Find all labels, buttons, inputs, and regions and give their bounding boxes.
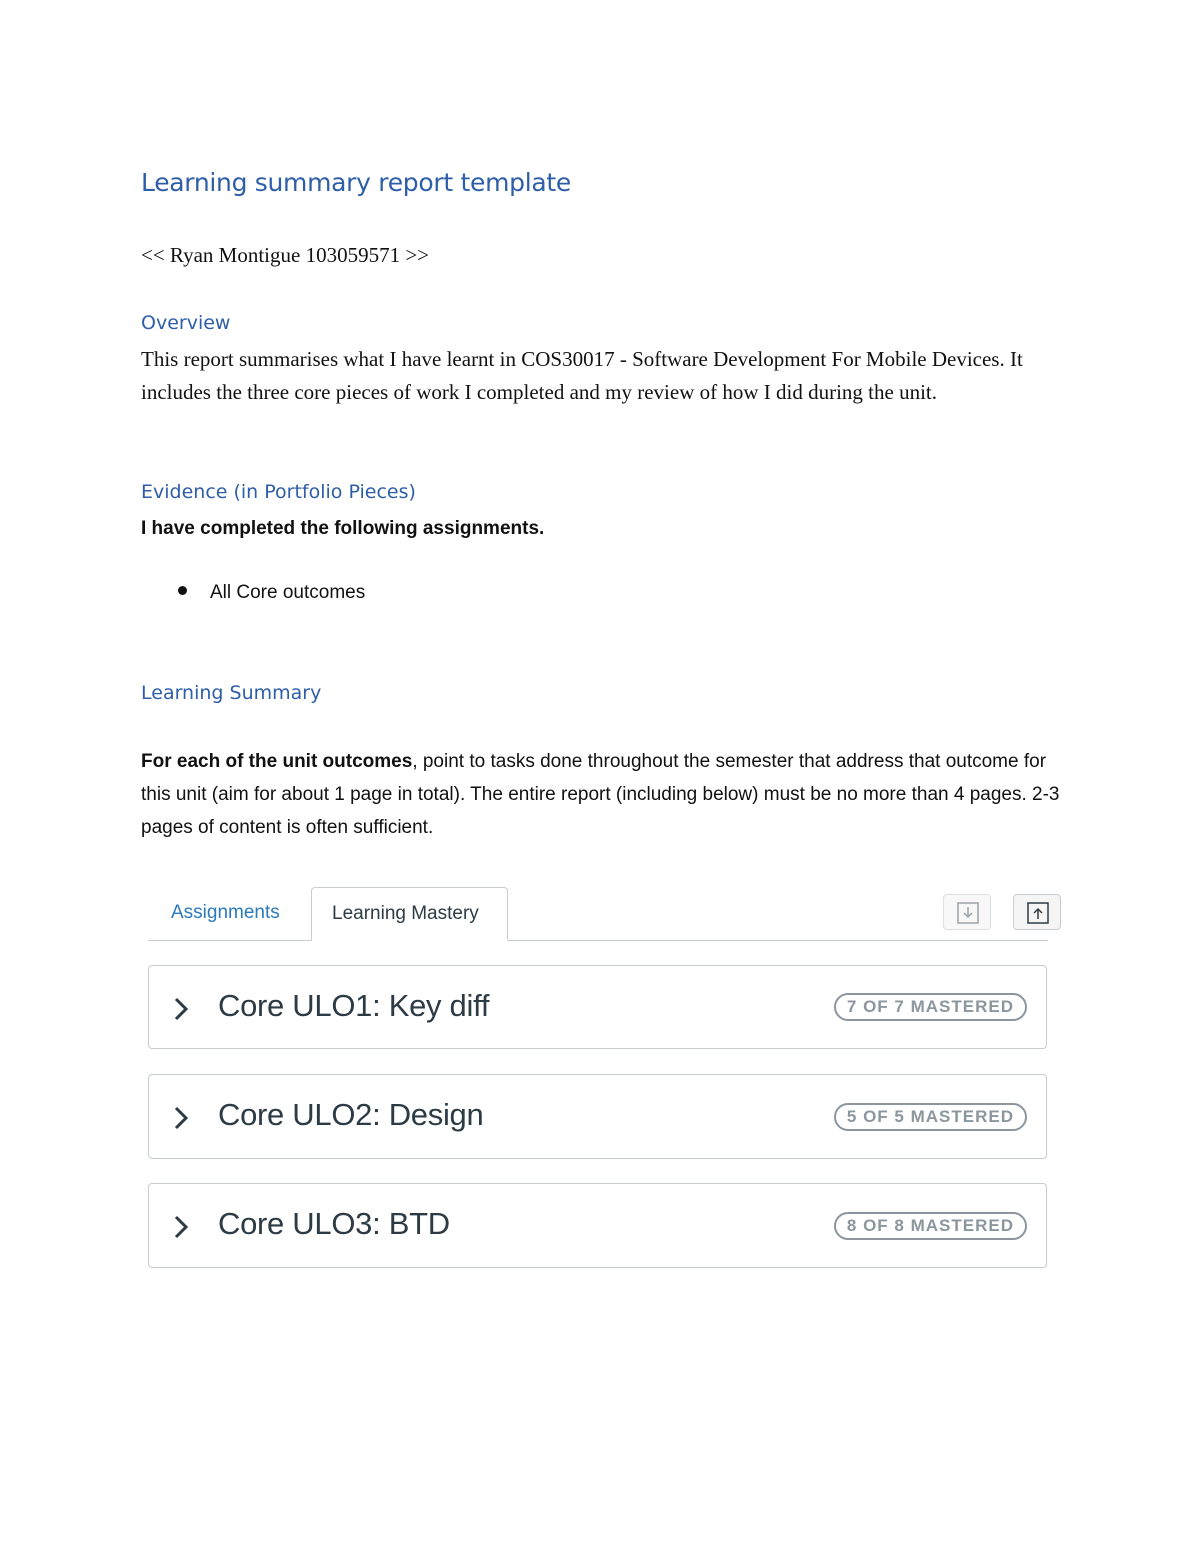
- tab-assignments[interactable]: Assignments: [171, 902, 280, 923]
- document-title: Learning summary report template: [141, 168, 571, 197]
- bullet-icon: [178, 586, 187, 595]
- learning-summary-text: , point to tasks done throughout the semester that address that outcome for this unit (aim for about 1 page in total). The entire report (including below) must be no more than 4 pages. 2-3 pages of content is often sufficient.: [141, 751, 1060, 838]
- outcome-row-ulo2[interactable]: [148, 1074, 1047, 1159]
- chevron-right-icon: [173, 996, 189, 1022]
- mastery-badge: 7 OF 7 MASTERED: [834, 993, 1027, 1021]
- tab-learning-mastery[interactable]: Learning Mastery: [311, 887, 508, 941]
- learning-summary-paragraph: [141, 745, 1071, 844]
- mastery-badge: 5 OF 5 MASTERED: [834, 1103, 1027, 1131]
- learning-summary-heading: Learning Summary: [141, 682, 322, 704]
- evidence-heading: Evidence (in Portfolio Pieces): [141, 481, 416, 503]
- author-line: << Ryan Montigue 103059571 >>: [141, 243, 430, 267]
- bullet-list-item: [178, 576, 365, 609]
- mastery-badge: 8 OF 8 MASTERED: [834, 1212, 1027, 1240]
- upload-button[interactable]: [1013, 894, 1061, 930]
- download-icon: [957, 902, 979, 924]
- tab-bar: [148, 887, 1048, 941]
- upload-icon: [1027, 902, 1049, 924]
- chevron-right-icon: [173, 1214, 189, 1240]
- overview-heading: Overview: [141, 312, 231, 334]
- outcome-title: Core ULO1: Key diff: [218, 988, 490, 1023]
- outcome-title: Core ULO3: BTD: [218, 1206, 450, 1241]
- chevron-right-icon: [173, 1105, 189, 1131]
- outcome-row-ulo3[interactable]: [148, 1183, 1047, 1268]
- learning-summary-bold-lead: For each of the unit outcomes: [141, 751, 413, 772]
- download-button[interactable]: [943, 894, 991, 930]
- overview-paragraph: This report summarises what I have learnt in COS30017 - Software Development For Mobile Devices. It includes the three core pieces of work I completed and my review of how I did during the unit.: [141, 347, 1023, 404]
- bullet-text: All Core outcomes: [210, 582, 366, 603]
- outcome-row-ulo1[interactable]: [148, 965, 1047, 1049]
- evidence-paragraph: I have completed the following assignments.: [141, 518, 545, 539]
- outcome-title: Core ULO2: Design: [218, 1097, 484, 1132]
